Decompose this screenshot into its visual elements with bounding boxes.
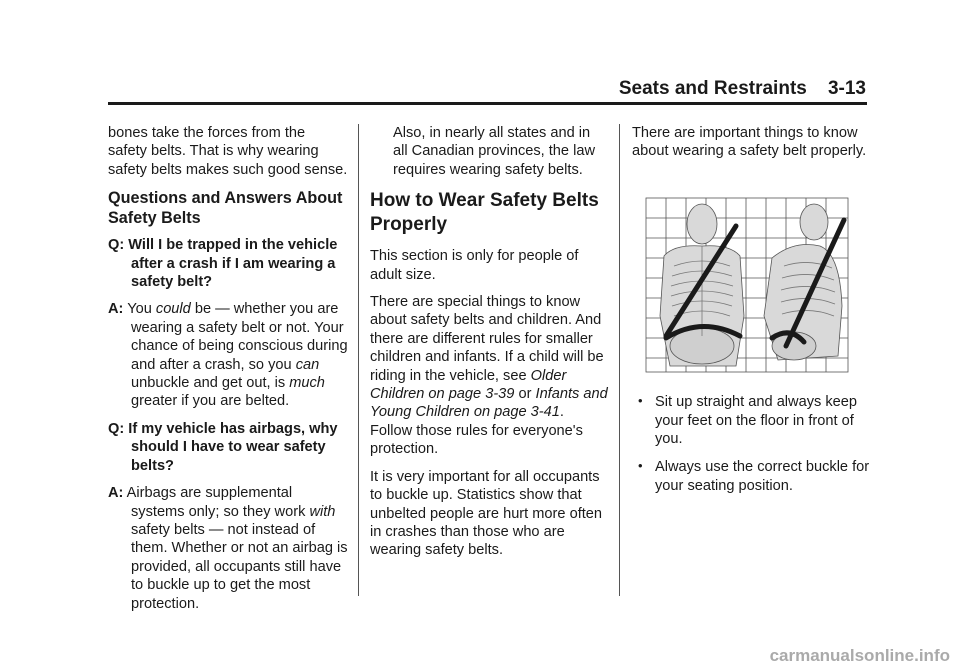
answer-2-text: Airbags are supplemental systems only; so they work xyxy=(126,485,310,520)
proper-wear-intro: There are important things to know about wearing a safety belt properly. xyxy=(632,125,867,160)
page-number: 3-13 xyxy=(827,78,866,99)
answer-1-emphasis: much xyxy=(289,375,325,392)
question-2 xyxy=(108,420,348,475)
header-rule xyxy=(108,102,867,105)
question-1-text: Will I be trapped in the vehicle after a crash if I am wearing a safety belt? xyxy=(128,237,338,291)
answer-1-text: greater if you are belted. xyxy=(131,393,290,410)
question-2-lead: Q: xyxy=(108,420,125,437)
children-text: or xyxy=(514,386,536,403)
question-2-text: If my vehicle has airbags, why should I have to wear safety belts? xyxy=(128,420,338,474)
column-middle xyxy=(370,124,608,569)
answer-2-emphasis: with xyxy=(309,503,336,520)
answer-1-text: You xyxy=(127,301,156,318)
answer-2-lead: A: xyxy=(108,485,124,502)
question-1 xyxy=(108,236,348,291)
answer-1-text: unbuckle and get out, is xyxy=(131,375,290,392)
answer-1 xyxy=(108,300,348,410)
answer-2-text: safety belts — not instead of them. Whether or not an airbag is provided, all occupants still have to buckle up to get the most protection. xyxy=(131,521,348,612)
answer-1-emphasis: could xyxy=(155,301,191,318)
answer-1-text: be — whether you are wearing a safety belt or not. Your chance of being conscious during and after a crash, so you xyxy=(131,301,348,373)
bullet-icon: • xyxy=(638,393,643,409)
intro-paragraph: bones take the forces from the safety belts. That is why wearing safety belts makes such good sense. xyxy=(108,125,348,178)
column-divider xyxy=(358,124,359,596)
bullet-icon: • xyxy=(638,458,643,474)
continued-paragraph: Also, in nearly all states and in all Canadian provinces, the law requires wearing safety belts. xyxy=(393,125,595,178)
statistics-paragraph: It is very important for all occupants to buckle up. Statistics show that unbelted people are hurt more often in crashes than those who are wearing safety belts. xyxy=(370,468,603,559)
seatbelt-illustration xyxy=(644,196,850,374)
link-infants[interactable]: Infants and Young Children on page 3-41 xyxy=(370,386,608,421)
section-title: Seats and Restraints xyxy=(618,78,807,99)
watermark: carmanualsonline.info xyxy=(769,646,950,665)
children-paragraph xyxy=(370,293,608,459)
section-heading: How to Wear Safety Belts Properly xyxy=(370,190,599,236)
children-text: There are special things to know about safety belts and children. And there are different rules for smaller children and infants. If a child will be riding in the vehicle, see xyxy=(370,294,604,384)
question-1-lead: Q: xyxy=(108,237,125,254)
list-item xyxy=(632,458,872,495)
children-text: . Follow those rules for everyone's protection. xyxy=(370,404,583,458)
adult-size-paragraph: This section is only for people of adult size. xyxy=(370,248,579,283)
answer-1-lead: A: xyxy=(108,301,124,318)
proper-wear-list xyxy=(632,393,872,495)
column-right xyxy=(632,124,872,505)
answer-2 xyxy=(108,484,348,613)
page-header xyxy=(108,78,866,104)
list-item-text: Always use the correct buckle for your seating position. xyxy=(655,459,870,494)
list-item xyxy=(632,393,872,448)
column-divider xyxy=(619,124,620,596)
page-header-title xyxy=(619,78,866,100)
column-left xyxy=(108,124,348,622)
link-older-children[interactable]: Older Children on page 3-39 xyxy=(370,367,567,403)
list-item-text: Sit up straight and always keep your feet on the floor in front of you. xyxy=(655,394,857,448)
qa-heading: Questions and Answers About Safety Belts xyxy=(108,189,343,228)
answer-1-emphasis: can xyxy=(295,356,320,373)
